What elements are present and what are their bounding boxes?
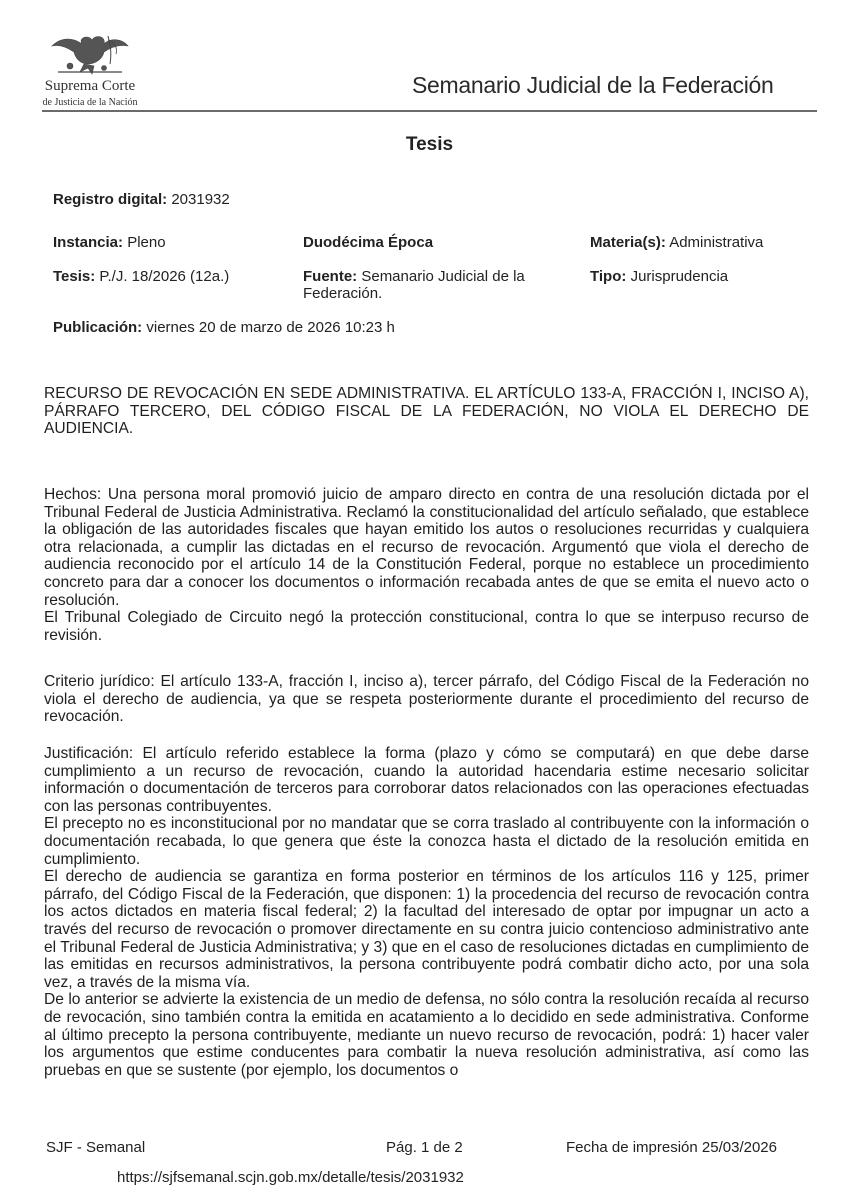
- materia-label: Materia(s):: [590, 234, 666, 251]
- tesis-label: Tesis:: [53, 268, 96, 285]
- justificacion-section: [44, 745, 809, 1079]
- fuente-value-line2: Federación.: [303, 285, 383, 302]
- materia: [590, 234, 763, 251]
- epoca-value: Duodécima Época: [303, 234, 434, 251]
- hechos-paragraph: Hechos: Una persona moral promovió juicio de amparo directo en contra de una resolución dictada por el Tribunal Federal de Justicia Administrativa. Reclamó la constitucionalidad del artículo señalado, que establece la obligación de las autoridades fiscales que hayan emitido los autos o resoluciones recurridas y cualquiera otra relacionada, a cumplir las dictadas en el recurso de revocación. Argumentó que viola el derecho de audiencia reconocido por el artículo 14 de la Constitución Federal, porque no establece un procedimiento concreto para dar a conocer los documentos o información recabada antes de que se emita el nuevo acto o resolución.: [44, 486, 809, 609]
- tipo: [590, 268, 728, 285]
- justificacion-paragraph: De lo anterior se advierte la existencia de un medio de defensa, no sólo contra la resolución recaída al recurso de revocación, sino también contra la emitida en acatamiento a lo decidido en sede administrativa. Conforme al último precepto la persona contribuyente, mediante un nuevo recurso de revocación, podrá: 1) hacer valer los argumentos que estime conducentes para combatir la nueva resolución administrativa, así como las pruebas en que se sustente (por ejemplo, los documentos o: [44, 991, 809, 1079]
- site-title: Semanario Judicial de la Federación: [412, 72, 774, 98]
- instancia-value: Pleno: [127, 234, 166, 251]
- fuente-value-line1: Semanario Judicial de la: [361, 268, 525, 285]
- criterio-paragraph: Criterio jurídico: El artículo 133-A, fracción I, inciso a), tercer párrafo, del Código Fiscal de la Federación no viola el derecho de audiencia, ya que se respeta posteriormente durante el procedimiento del recurso de revocación.: [44, 673, 809, 726]
- tipo-value: Jurisprudencia: [630, 268, 729, 285]
- publicacion: [53, 319, 395, 336]
- hechos-section: [44, 486, 809, 644]
- tipo-label: Tipo:: [590, 268, 627, 285]
- fuente: [303, 268, 573, 302]
- print-date: Fecha de impresión 25/03/2026: [566, 1139, 777, 1156]
- materia-value: Administrativa: [669, 234, 764, 251]
- instancia-label: Instancia:: [53, 234, 124, 251]
- logo-text-primary: Suprema Corte: [44, 78, 136, 94]
- eagle-emblem-icon: [48, 30, 132, 76]
- logo-text-secondary: de Justicia de la Nación: [42, 97, 138, 108]
- tesis-numero: [53, 268, 229, 285]
- hechos-paragraph: El Tribunal Colegiado de Circuito negó la protección constitucional, contra lo que se interpuso recurso de revisión.: [44, 609, 809, 644]
- instancia: [53, 234, 166, 251]
- footer-source: SJF - Semanal: [46, 1139, 146, 1156]
- rubro-text: RECURSO DE REVOCACIÓN EN SEDE ADMINISTRATIVA. EL ARTÍCULO 133-A, FRACCIÓN I, INCISO A), PÁRRAFO TERCERO, DEL CÓDIGO FISCAL DE LA FEDERACIÓN, NO VIOLA EL DERECHO DE AUDIENCIA.: [44, 385, 809, 438]
- justificacion-paragraph: Justificación: El artículo referido establece la forma (plazo y cómo se computará) en que debe darse cumplimiento a un recurso de revocación, cuando la autoridad hacendaria estime necesario solicitar información o documentación de terceros para corroborar datos relacionados con las operaciones efectuadas con las personas contribuyentes.: [44, 745, 809, 815]
- tesis-value: P./J. 18/2026 (12a.): [99, 268, 230, 285]
- registro-label: Registro digital:: [53, 191, 168, 208]
- header-divider: [42, 110, 817, 112]
- publicacion-value: viernes 20 de marzo de 2026 10:23 h: [146, 319, 395, 336]
- epoca: [303, 234, 433, 251]
- page-title: Tesis: [405, 134, 454, 155]
- scjn-logo: [42, 30, 138, 110]
- criterio-section: [44, 673, 809, 726]
- publicacion-label: Publicación:: [53, 319, 143, 336]
- registro-value: 2031932: [171, 191, 230, 208]
- justificacion-paragraph: El precepto no es inconstitucional por no mandatar que se corra traslado al contribuyente con la información o documentación recabada, lo que genera que éste la conozca hasta el dictado de la resolución emitida en cumplimiento.: [44, 815, 809, 868]
- justificacion-paragraph: El derecho de audiencia se garantiza en forma posterior en términos de los artículos 116 y 125, primer párrafo, del Código Fiscal de la Federación, que disponen: 1) la procedencia del recurso de revocación contra los actos dictados en materia fiscal federal; 2) la facultad del interesado de optar por impugnar un acto a través del recurso de revocación o promover directamente en su contra juicio contencioso administrativo ante el Tribunal Federal de Justicia Administrativa; y 3) que en el caso de resoluciones dictadas en cumplimiento de las emitidas en recursos administrativos, la persona contribuyente podrá combatir dicho acto, por una sola vez, a través de la misma vía.: [44, 868, 809, 991]
- tesis-rubro: [44, 385, 809, 438]
- fuente-label: Fuente:: [303, 268, 358, 285]
- tesis-url-link[interactable]: https://sjfsemanal.scjn.gob.mx/detalle/tesis/2031932: [117, 1169, 464, 1186]
- page-number: Pág. 1 de 2: [386, 1139, 463, 1156]
- registro-digital: [53, 191, 230, 208]
